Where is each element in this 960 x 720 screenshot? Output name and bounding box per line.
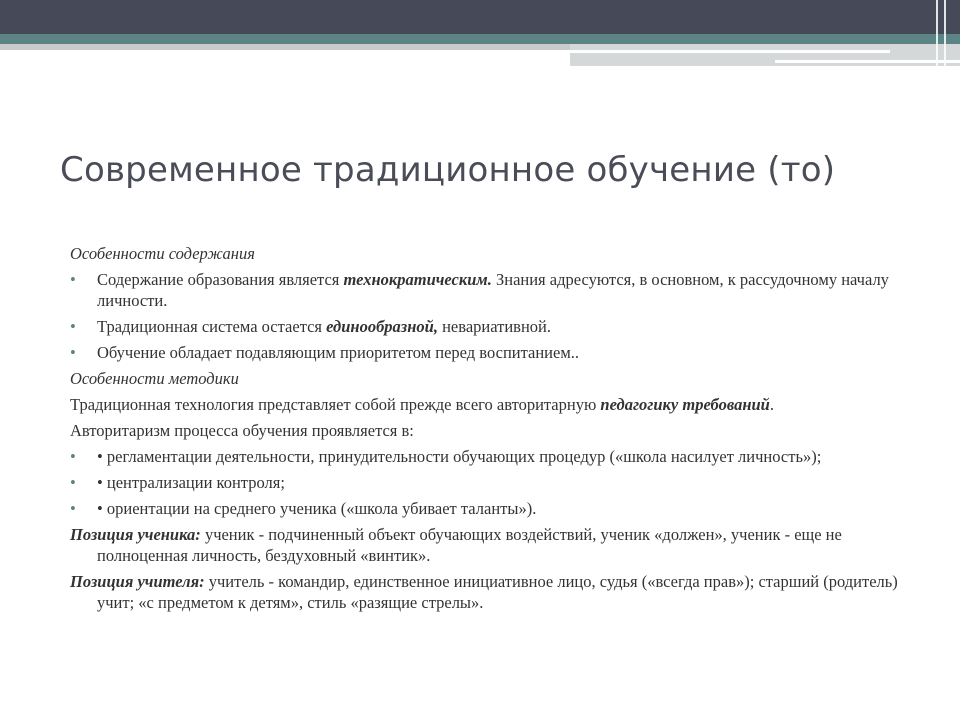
bullet-dot: • bbox=[70, 343, 76, 362]
header-teal-band bbox=[0, 34, 960, 44]
slide-title: Современное традиционное обучение (то) bbox=[60, 150, 836, 190]
paragraph-teacher-position: Позиция учителя: учитель - командир, единственное инициативное лицо, судья («всегда прав»); старший (родитель) учит; «с предметом к детям», стиль «разящие стрелы». bbox=[70, 572, 898, 612]
bullet-item: • • ориентации на среднего ученика («школа убивает таланты»). bbox=[70, 499, 537, 518]
bullet-dot: • bbox=[70, 447, 76, 466]
paragraph-student-position: Позиция ученика: ученик - подчиненный объект обучающих воздействий, ученик «должен», ученик - еще не полноценная личность, бездуховный «винтик». bbox=[70, 525, 842, 565]
bullet-item: • Обучение обладает подавляющим приоритетом перед воспитанием.. bbox=[70, 343, 580, 362]
paragraph-authoritarianism: Авторитаризм процесса обучения проявляется в: bbox=[70, 421, 414, 440]
header-decoration bbox=[0, 0, 960, 70]
bullet-dot: • bbox=[70, 473, 76, 492]
bullet-item: • Содержание образования является технократическим. Знания адресуются, в основном, к рассудочному началу личности. bbox=[70, 270, 889, 310]
bullet-item: • • централизации контроля; bbox=[70, 473, 285, 492]
header-white-line bbox=[775, 60, 960, 63]
bullet-item: • • регламентации деятельности, принудительности обучающих процедур («школа насилует личность»); bbox=[70, 447, 822, 466]
header-white-line bbox=[570, 50, 890, 53]
bullet-dot: • bbox=[70, 270, 76, 289]
bullet-dot: • bbox=[70, 499, 76, 518]
bullet-item: • Традиционная система остается единообразной, невариативной. bbox=[70, 317, 551, 336]
header-vertical-line bbox=[936, 0, 938, 66]
bullet-dot: • bbox=[70, 317, 76, 336]
slide-content bbox=[70, 243, 900, 618]
header-vertical-line bbox=[944, 0, 946, 66]
header-gray-strip bbox=[0, 44, 570, 50]
section-heading-method: Особенности методики bbox=[70, 369, 239, 388]
paragraph-technology: Традиционная технология представляет собой прежде всего авторитарную педагогику требований. bbox=[70, 395, 774, 414]
header-dark-band bbox=[0, 0, 960, 34]
section-heading-content: Особенности содержания bbox=[70, 244, 255, 263]
